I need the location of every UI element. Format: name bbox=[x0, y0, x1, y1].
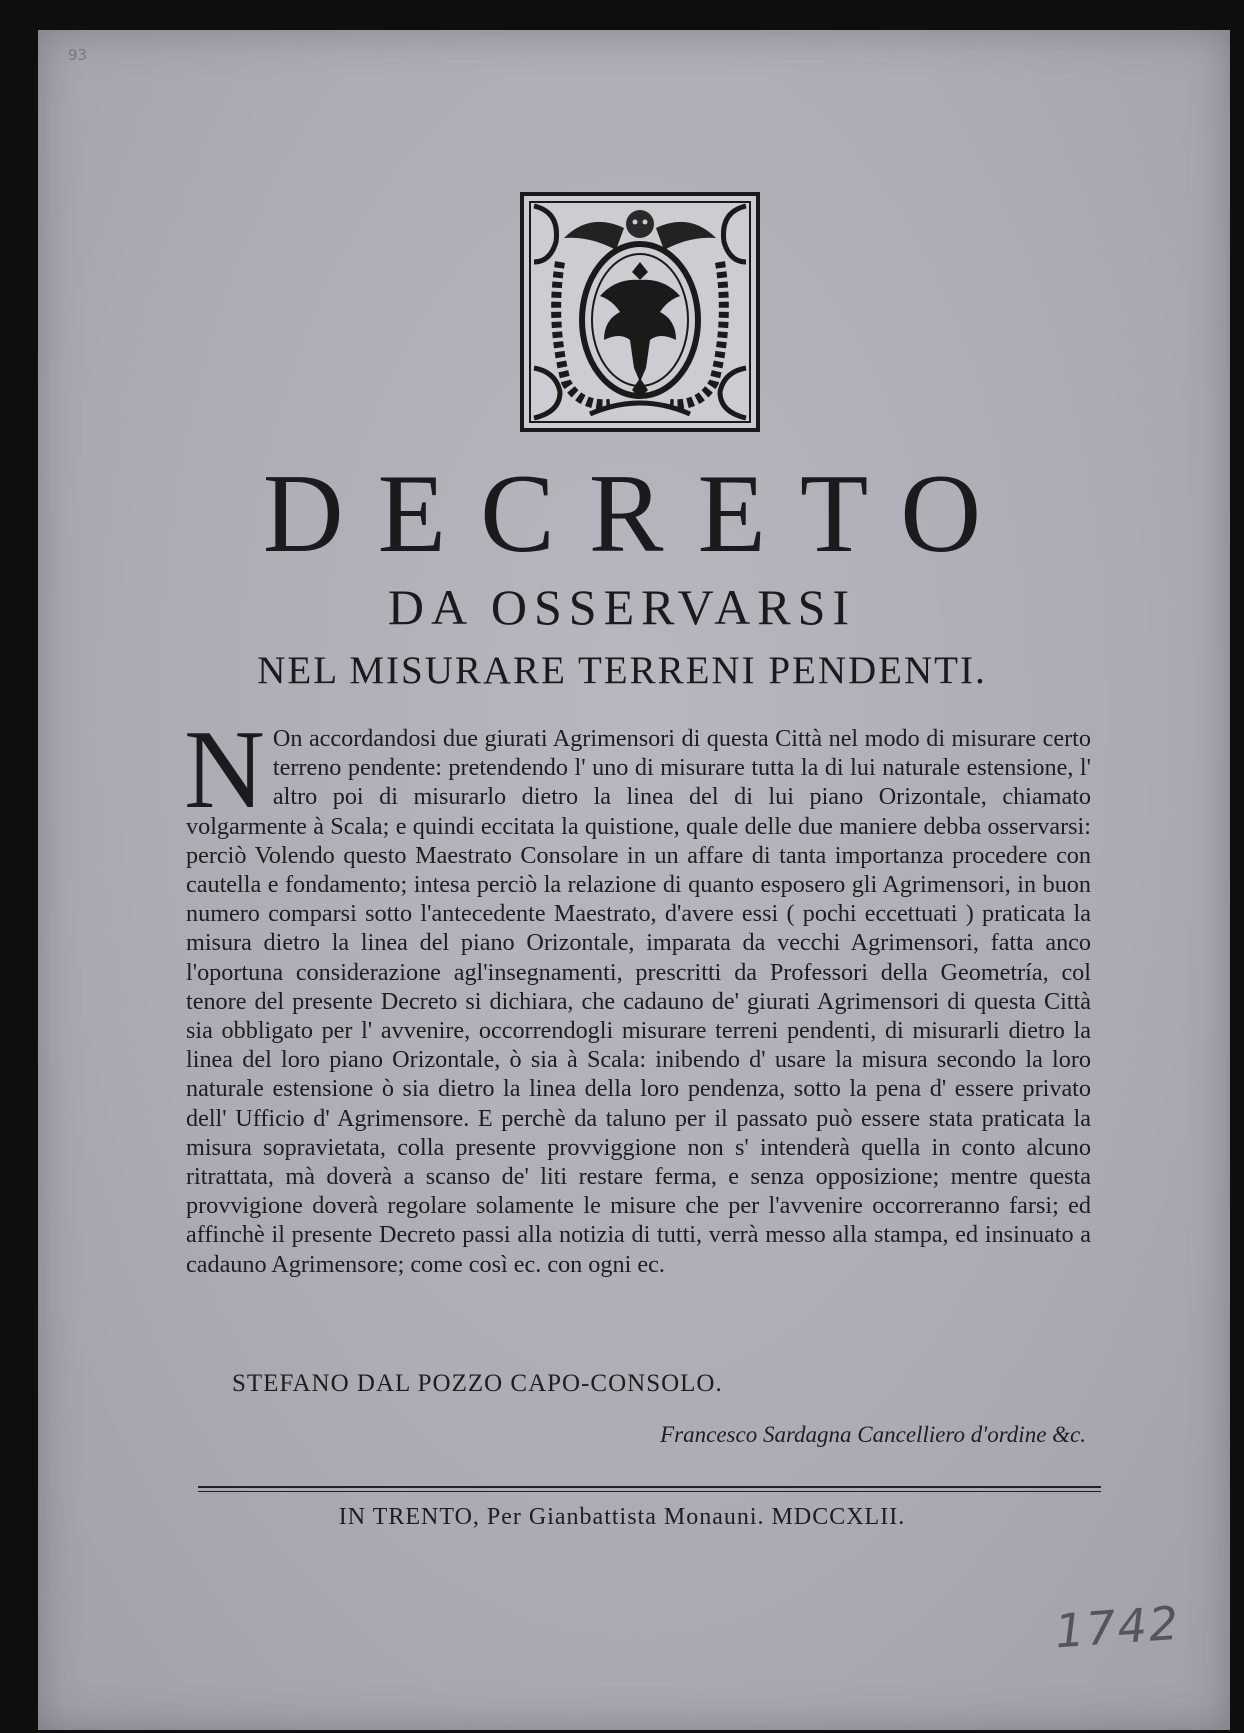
divider-rule-top bbox=[198, 1486, 1101, 1488]
decree-body bbox=[184, 708, 1091, 1279]
document-subtitle: DA OSSERVARSI bbox=[387, 579, 857, 635]
decree-text: On accordandosi due giurati Agrimensori di questa Città nel modo di misurare certo terreno pendente: pretendendo l' uno di misurare tutta la di lui naturale estensione, l' altro poi di misurarlo dietro la linea del di lui piano Orizontale, chiamato volgarmente à Scala; e quindi eccitata la quistione, quale delle due maniere debba osservarsi: perciò Volendo questo Maestrato Consolare in un affare di tanta importanza procedere con cautella e fondamento; intesa perciò la relazione di quanto esposero gli Agrimensori, in buon numero comparsi sotto l'antecedente Maestrato, d'avere essi ( pochi eccettuati ) praticata la misura dietro la linea del piano Orizontale, imparata da vecchi Agrimensori, fatta anco l'oportuna considerazione agl'insegnamenti, prescritti da Professori della Geometría, col tenore del presente Decreto si dichiara, che cadauno de' giurati Agrimensori di questa Città sia obbligato per l' avvenire, occorrendogli misurare terreni pendenti, di misurarli dietro la linea del loro piano Orizontale, ò sia à Scala: inibendo d' usare la misura secondo la loro naturale estensione ò sia dietro la linea della loro pendenza, sotto la pena d' essere privato dell' Ufficio d' Agrimensore. E perchè da taluno per il passato può essere stata praticata la misura sopravietata, colla presente provviggione non s' intenderà quella in conto alcuno ritrattata, mà doverà a scanso de' liti restare ferma, e senza opposizione; mentre questa provvigione doverà regolare solamente le misure che per l'avvenire occorreranno farsi; ed affinchè il presente Decreto passi alla notizia di tutti, verrà messo alla stampa, ed insinuato a cadauno Agrimensore; come così ec. con ogni ec. bbox=[186, 725, 1091, 1278]
document-subject: NEL MISURARE TERRENI PENDENTI. bbox=[257, 649, 987, 692]
eagle-coat-of-arms-icon bbox=[520, 192, 760, 432]
printer-imprint: IN TRENTO, Per Gianbattista Monauni. MDCCXLII. bbox=[338, 1504, 906, 1530]
consul-signature: STEFANO DAL POZZO CAPO-CONSOLO. bbox=[232, 1370, 723, 1397]
pencil-year-annotation: 1742 bbox=[1053, 1595, 1182, 1659]
divider-rule-bottom bbox=[198, 1491, 1101, 1492]
document-title: DECRETO bbox=[262, 452, 1016, 576]
pencil-page-number: 93 bbox=[68, 46, 88, 64]
drop-cap: N bbox=[184, 708, 265, 832]
chancellor-signature: Francesco Sardagna Cancelliero d'ordine &c. bbox=[660, 1422, 1086, 1447]
